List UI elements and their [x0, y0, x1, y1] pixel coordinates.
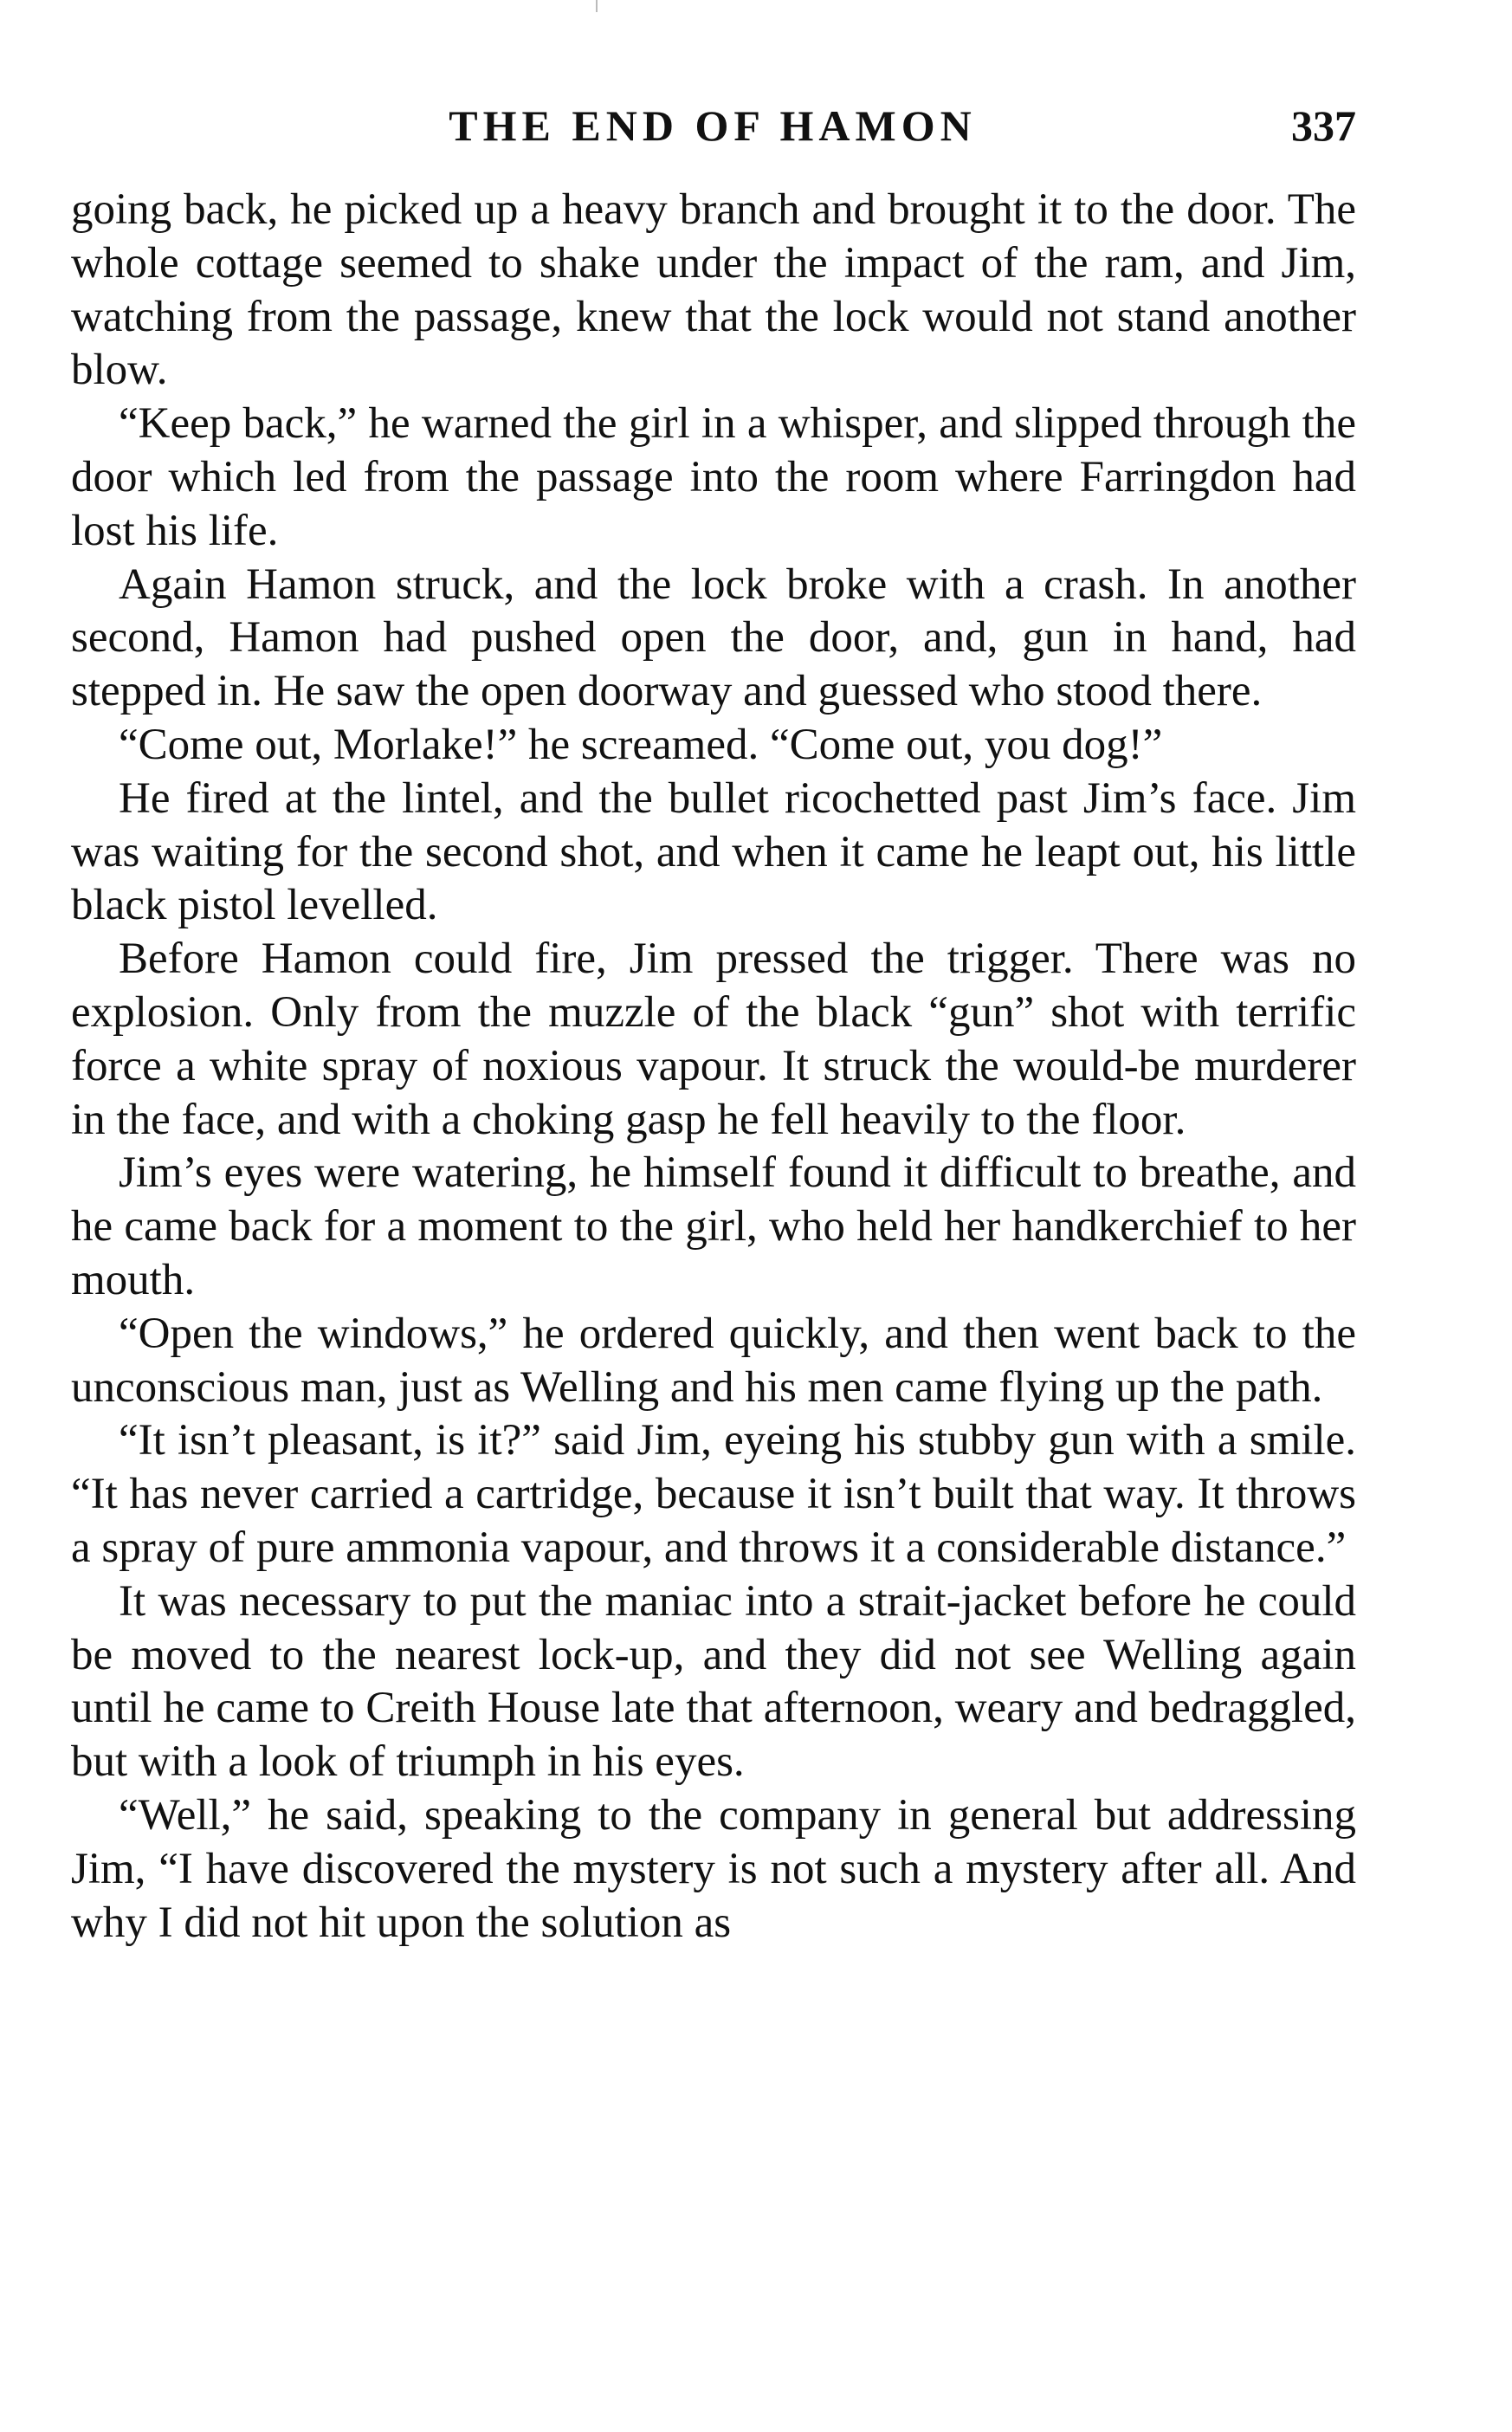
body-text	[71, 184, 1356, 1950]
scan-artifact-mark	[596, 0, 598, 12]
paragraph: “Well,” he said, speaking to the company in general but addressing Jim, “I have discovered the mystery is not such a mystery after all. And why I did not hit upon the solution as	[71, 1790, 1356, 1947]
paragraph: He fired at the lintel, and the bullet ricochetted past Jim’s face. Jim was waiting for the second shot, and when it came he leapt out, his little black pistol levelled.	[71, 773, 1356, 930]
page-header	[69, 95, 1356, 156]
paragraph: “It isn’t pleasant, is it?” said Jim, eyeing his stubby gun with a smile. “It has never carried a cartridge, because it isn’t built that way. It throws a spray of pure ammonia vapour, and throws it a considerable distance.”	[71, 1416, 1356, 1572]
paragraph: “Come out, Morlake!” he screamed. “Come out, you dog!”	[119, 720, 1163, 769]
paragraph: “Keep back,” he warned the girl in a whisper, and slipped through the door which led from the passage into the room where Farringdon had lost his life.	[71, 399, 1356, 555]
paragraph: Jim’s eyes were watering, he himself found it difficult to breathe, and he came back for a moment to the girl, who held her handkerchief to her mouth.	[71, 1148, 1356, 1304]
paragraph: “Open the windows,” he ordered quickly, and then went back to the unconscious man, just as Welling and his men came flying up the path.	[71, 1309, 1356, 1412]
page-number: 337	[1291, 101, 1356, 150]
paragraph: Again Hamon struck, and the lock broke with a crash. In another second, Hamon had pushed open the door, and, gun in hand, had stepped in. He saw the open doorway and guessed who stood there.	[71, 559, 1356, 716]
paragraph: Before Hamon could fire, Jim pressed the trigger. There was no explosion. Only from the muzzle of the black “gun” shot with terrific force a white spray of noxious vapour. It struck the would-be murderer in the face, and with a choking gasp he fell heavily to the floor.	[71, 935, 1356, 1144]
paragraph: It was necessary to put the maniac into a strait-jacket before he could be moved to the nearest lock-up, and they did not see Welling again until he came to Creith House late that afternoon, weary and bedraggled, but with a look of triumph in his eyes.	[71, 1576, 1356, 1787]
paragraph: going back, he picked up a heavy branch and brought it to the door. The whole cottage seemed to shake under the impact of the ram, and Jim, watching from the passage, knew that the lock would not stand another blow.	[71, 185, 1356, 395]
running-title: THE END OF HAMON	[449, 101, 977, 150]
